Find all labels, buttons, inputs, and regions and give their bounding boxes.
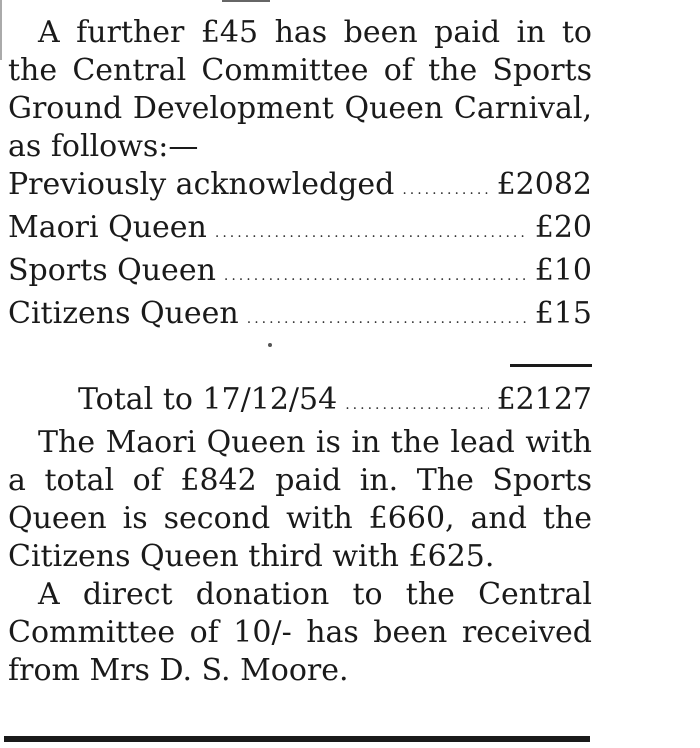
bottom-rule [4, 736, 590, 742]
row-amount: £20 [534, 210, 592, 245]
row-label: Previously acknowledged [8, 167, 395, 202]
leader-dots [345, 386, 488, 424]
row-label: Citizens Queen [8, 296, 239, 331]
donation-paragraph: A direct donation to the Central Committee of 10/- has been received from Mrs D. S. Moore. [8, 577, 592, 688]
leader-dots [402, 171, 488, 209]
total-label: Total to 17/12/54 [78, 382, 338, 417]
row-label: Maori Queen [8, 210, 207, 245]
row-amount: £2082 [496, 167, 592, 202]
leader-dots [247, 300, 527, 338]
top-rule-fragment [222, 0, 270, 2]
row-label: Sports Queen [8, 253, 216, 288]
ledger-row-previously-acknowledged [8, 166, 592, 209]
intro-paragraph: A further £45 has been paid in to the Central Committee of the Sports Ground Development Queen Carnival, as follows:— [8, 15, 592, 164]
ledger-row-sports-queen [8, 252, 592, 295]
article-column [8, 14, 592, 690]
leader-dots [224, 257, 527, 295]
row-amount: £10 [534, 253, 592, 288]
row-amount: £15 [534, 296, 592, 331]
left-edge-mark [0, 0, 2, 60]
ledger-row-maori-queen [8, 209, 592, 252]
ledger-row-citizens-queen [8, 295, 592, 338]
standing-paragraph: The Maori Queen is in the lead with a total of £842 paid in. The Sports Queen is second with £660, and the Citizens Queen third with £625. [8, 425, 592, 574]
ledger-total-row [8, 381, 592, 424]
total-amount: £2127 [496, 382, 592, 417]
sum-rule [510, 364, 592, 367]
leader-dots [215, 214, 527, 252]
print-speck [268, 343, 272, 347]
